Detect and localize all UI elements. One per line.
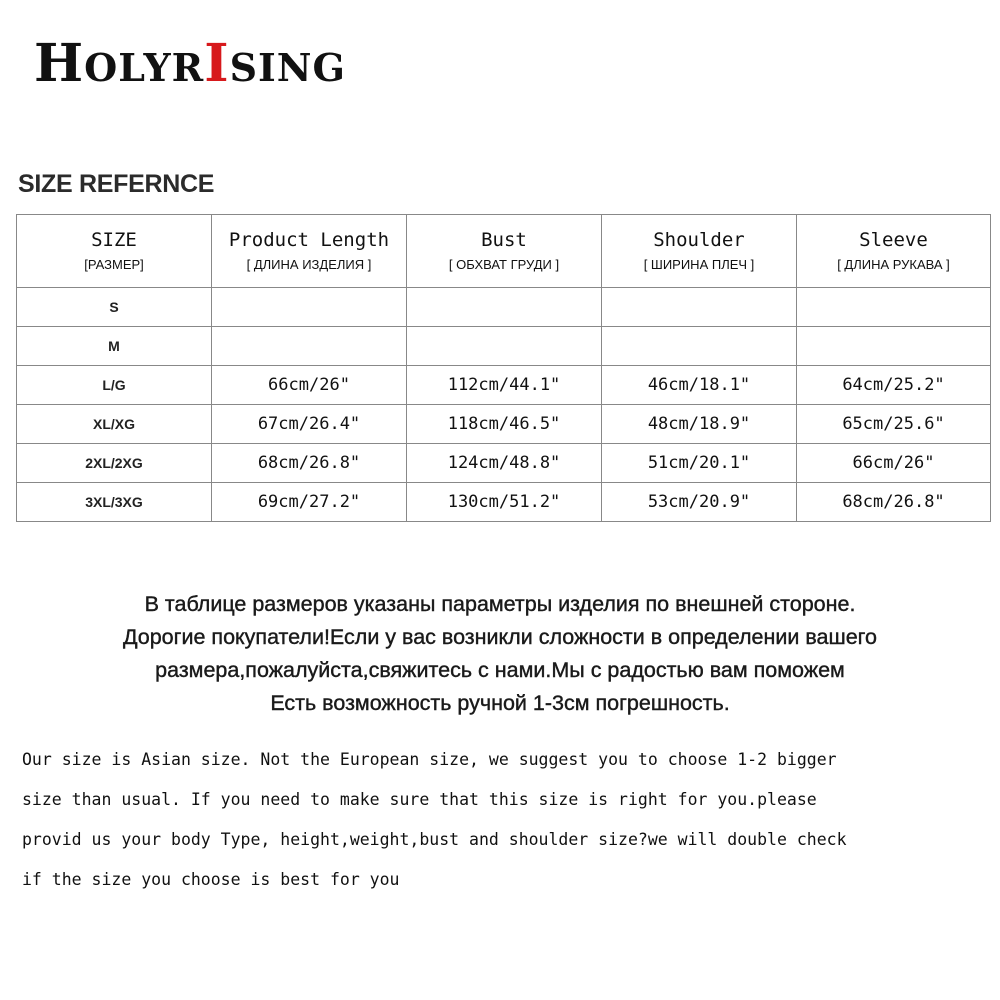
size-cell: 3XL/3XG [17, 483, 212, 522]
size-cell: XL/XG [17, 405, 212, 444]
header-sleeve [797, 215, 991, 288]
sleeve-cell: 65cm/25.6" [797, 405, 991, 444]
russian-note-line: Дорогие покупатели!Если у вас возникли сложности в определении вашего [122, 625, 878, 649]
english-notes [22, 740, 992, 900]
table-row [17, 366, 991, 405]
sleeve-cell: 64cm/25.2" [797, 366, 991, 405]
bust-cell: 118cm/46.5" [407, 405, 602, 444]
russian-note-line: В таблице размеров указаны параметры изделия по внешней стороне. [144, 592, 856, 616]
table-row [17, 327, 991, 366]
brand-accent-letter: I [204, 33, 230, 94]
size-cell: S [17, 288, 212, 327]
length-cell: 68cm/26.8" [212, 444, 407, 483]
russian-notes [0, 588, 1000, 720]
english-note-line: provid us your body Type, height,weight,bust and shoulder size?we will double check [22, 830, 847, 849]
header-sublabel: [ ДЛИНА ИЗДЕЛИЯ ] [246, 257, 372, 272]
header-bust [407, 215, 602, 288]
shoulder-cell [602, 288, 797, 327]
size-cell: L/G [17, 366, 212, 405]
header-size [17, 215, 212, 288]
table-header-row [17, 215, 991, 288]
header-shoulder [602, 215, 797, 288]
russian-note-line: Есть возможность ручной 1-3см погрешность. [270, 691, 730, 715]
table-row [17, 288, 991, 327]
size-table [16, 214, 991, 522]
brand-part-1: OLYR [84, 45, 205, 90]
shoulder-cell: 53cm/20.9" [602, 483, 797, 522]
table-row [17, 405, 991, 444]
bust-cell: 112cm/44.1" [407, 366, 602, 405]
header-sublabel: [ ОБХВАТ ГРУДИ ] [448, 257, 560, 272]
bust-cell [407, 288, 602, 327]
bust-cell: 124cm/48.8" [407, 444, 602, 483]
table-row [17, 444, 991, 483]
english-note-line: Our size is Asian size. Not the European size, we suggest you to choose 1-2 bigger [22, 750, 837, 769]
bust-cell [407, 327, 602, 366]
header-label: Bust [481, 229, 527, 251]
sleeve-cell: 66cm/26" [797, 444, 991, 483]
brand-first-letter: H [34, 33, 85, 94]
header-label: Sleeve [859, 229, 928, 251]
length-cell: 69cm/27.2" [212, 483, 407, 522]
sleeve-cell [797, 288, 991, 327]
shoulder-cell: 51cm/20.1" [602, 444, 797, 483]
sleeve-cell [797, 327, 991, 366]
header-label: Shoulder [653, 229, 745, 251]
header-sublabel: [РАЗМЕР] [84, 257, 144, 272]
size-cell: 2XL/2XG [17, 444, 212, 483]
size-cell: M [17, 327, 212, 366]
table-row [17, 483, 991, 522]
length-cell: 66cm/26" [212, 366, 407, 405]
header-label: Product Length [228, 229, 390, 251]
sleeve-cell: 68cm/26.8" [797, 483, 991, 522]
length-cell [212, 288, 407, 327]
size-reference-title: SIZE REFERNCE [18, 170, 215, 198]
shoulder-cell: 48cm/18.9" [602, 405, 797, 444]
shoulder-cell: 46cm/18.1" [602, 366, 797, 405]
brand-part-2: SING [229, 45, 346, 90]
header-sublabel: [ ШИРИНА ПЛЕЧ ] [643, 257, 755, 272]
header-product-length [212, 215, 407, 288]
russian-note-line: размера,пожалуйста,свяжитесь с нами.Мы с радостью вам поможем [155, 658, 845, 682]
bust-cell: 130cm/51.2" [407, 483, 602, 522]
english-note-line: if the size you choose is best for you [22, 870, 400, 889]
header-sublabel: [ ДЛИНА РУКАВА ] [837, 257, 950, 272]
shoulder-cell [602, 327, 797, 366]
english-note-line: size than usual. If you need to make sure that this size is right for you.please [22, 790, 817, 809]
brand-logo [34, 33, 346, 94]
length-cell: 67cm/26.4" [212, 405, 407, 444]
length-cell [212, 327, 407, 366]
header-label: SIZE [91, 229, 137, 251]
